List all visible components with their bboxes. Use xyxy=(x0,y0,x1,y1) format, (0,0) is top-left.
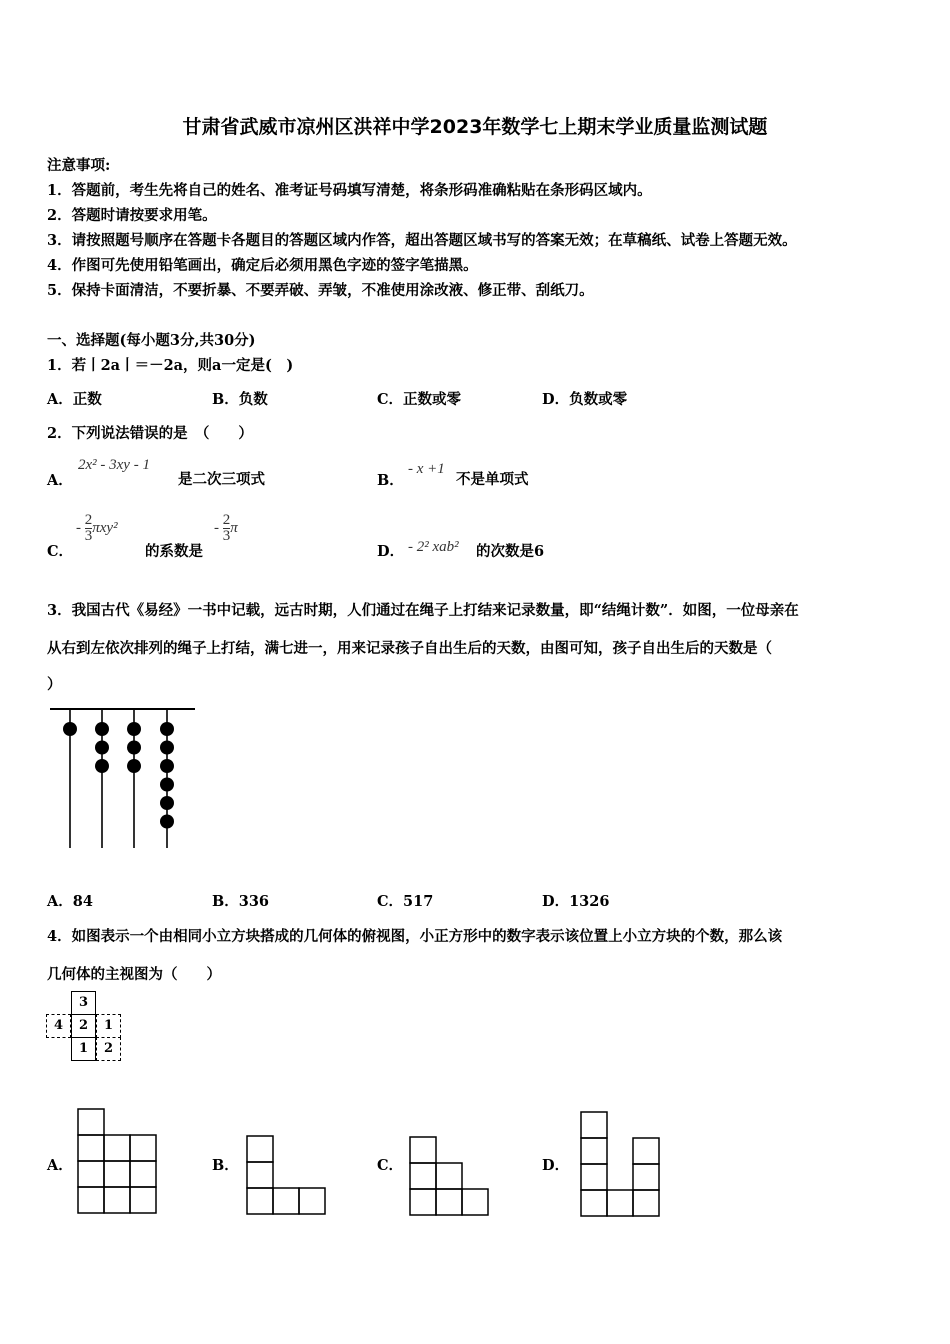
q4-option-d: D． xyxy=(542,1157,570,1174)
section-heading: 一、选择题(每小题3分,共30分) xyxy=(47,332,256,349)
cube-square xyxy=(633,1164,659,1190)
knot xyxy=(160,796,174,810)
knot xyxy=(160,815,174,829)
front-view-d xyxy=(579,1106,665,1218)
cube-square xyxy=(78,1135,104,1161)
cube-square xyxy=(410,1163,436,1189)
q1-stem: 1．若丨2a丨＝－2a，则a一定是( ) xyxy=(47,357,294,374)
fraction: $\frac{2}{3}$ xyxy=(84,512,93,544)
cube-square xyxy=(410,1189,436,1215)
notice-item: 4．作图可先使用铅笔画出，确定后必须用黑色字迹的签字笔描黑。 xyxy=(47,257,478,274)
knot xyxy=(95,741,109,755)
q3-option-c: C．517 xyxy=(377,893,434,910)
knot xyxy=(160,722,174,736)
knot xyxy=(63,722,77,736)
q4-option-a: A． xyxy=(47,1157,73,1174)
fraction: $\frac{2}{3}$ xyxy=(222,512,231,544)
cube-square xyxy=(436,1189,462,1215)
knot xyxy=(160,778,174,792)
knot xyxy=(127,759,141,773)
q3-line-3: ） xyxy=(47,676,62,693)
notice-item: 1．答题前，考生先将自己的姓名、准考证号码填写清楚，将条形码准确粘贴在条形码区域内。 xyxy=(47,182,652,199)
q4-line-1: 4．如图表示一个由相同小立方块搭成的几何体的俯视图，小正方形中的数字表示该位置上小立方块的个数，那么该 xyxy=(47,928,783,945)
top-view-cell: 4 xyxy=(46,1014,71,1038)
q2-option-c-text: 的系数是 xyxy=(145,543,203,560)
knot-diagram xyxy=(45,700,205,855)
q2-option-a-text: 是二次三项式 xyxy=(178,471,265,488)
q2-option-c-answer: - $\frac{2}{3}$ π xyxy=(214,512,238,544)
front-view-b xyxy=(245,1104,331,1216)
q4-line-2: 几何体的主视图为（ ） xyxy=(47,966,221,983)
cube-square xyxy=(581,1164,607,1190)
notice-item: 2．答题时请按要求用笔。 xyxy=(47,207,217,224)
cube-square xyxy=(299,1188,325,1214)
q2-option-c-expr: - $\frac{2}{3}$ πxy² xyxy=(76,512,118,544)
front-view-a xyxy=(76,1100,162,1215)
q1-option-d: D．负数或零 xyxy=(542,391,628,408)
q1-option-c: C．正数或零 xyxy=(377,391,462,408)
cube-square xyxy=(462,1189,488,1215)
cube-square xyxy=(607,1190,633,1216)
top-view-cell: 2 xyxy=(96,1037,121,1061)
front-view-c xyxy=(408,1105,494,1217)
knot xyxy=(127,722,141,736)
cube-square xyxy=(633,1138,659,1164)
cube-square xyxy=(633,1190,659,1216)
top-view-cell: 3 xyxy=(71,991,96,1015)
cube-square xyxy=(581,1112,607,1138)
q4-option-c: C． xyxy=(377,1157,404,1174)
cube-square xyxy=(436,1163,462,1189)
q2-option-b-expr: - x +1 xyxy=(408,461,445,477)
cube-square xyxy=(130,1187,156,1213)
knot xyxy=(160,759,174,773)
cube-square xyxy=(273,1188,299,1214)
knot xyxy=(127,741,141,755)
notice-heading: 注意事项: xyxy=(47,157,111,174)
q3-option-b: B．336 xyxy=(212,893,270,910)
cube-square xyxy=(247,1162,273,1188)
q3-option-d: D．1326 xyxy=(542,893,610,910)
q1-option-a: A．正数 xyxy=(47,391,102,408)
top-view-cell: 2 xyxy=(71,1014,96,1038)
cube-square xyxy=(104,1187,130,1213)
q3-line-2: 从右到左依次排列的绳子上打结，满七进一，用来记录孩子自出生后的天数，由图可知，孩子自出生后的天数是（ xyxy=(47,640,772,657)
cube-square xyxy=(410,1137,436,1163)
cube-square xyxy=(104,1161,130,1187)
cube-square xyxy=(130,1161,156,1187)
q1-option-b: B．负数 xyxy=(212,391,268,408)
q3-option-a: A．84 xyxy=(47,893,93,910)
q2-option-d-text: 的次数是6 xyxy=(476,543,545,560)
cube-square xyxy=(247,1188,273,1214)
q4-option-b: B． xyxy=(212,1157,239,1174)
q2-option-c-label: C． xyxy=(47,543,74,560)
page-title: 甘肃省武威市凉州区洪祥中学2023年数学七上期末学业质量监测试题 xyxy=(182,116,768,138)
cube-square xyxy=(104,1135,130,1161)
knot xyxy=(160,741,174,755)
cube-square xyxy=(581,1138,607,1164)
q2-option-d-expr: - 2² xab² xyxy=(408,539,459,555)
q2-option-a-label: A． xyxy=(47,472,73,489)
q2-option-d-label: D． xyxy=(377,543,405,560)
q2-stem: 2．下列说法错误的是 （ ） xyxy=(47,425,253,442)
cube-square xyxy=(581,1190,607,1216)
top-view-cell: 1 xyxy=(71,1037,96,1061)
notice-item: 5．保持卡面清洁，不要折暴、不要弄破、弄皱，不准使用涂改液、修正带、刮纸刀。 xyxy=(47,282,594,299)
q2-option-a-expr: 2x² - 3xy - 1 xyxy=(78,457,150,473)
knot xyxy=(95,722,109,736)
cube-square xyxy=(78,1109,104,1135)
knot xyxy=(95,759,109,773)
q3-line-1: 3．我国古代《易经》一书中记载，远古时期，人们通过在绳子上打结来记录数量，即“结绳计数”．如图，一位母亲在 xyxy=(47,602,799,619)
notice-item: 3．请按照题号顺序在答题卡各题目的答题区域内作答，超出答题区域书写的答案无效；在草稿纸、试卷上答题无效。 xyxy=(47,232,797,249)
cube-square xyxy=(78,1187,104,1213)
cube-square xyxy=(130,1135,156,1161)
q2-option-b-label: B． xyxy=(377,472,404,489)
cube-square xyxy=(78,1161,104,1187)
top-view-cell: 1 xyxy=(96,1014,121,1038)
q2-option-b-text: 不是单项式 xyxy=(456,471,529,488)
cube-square xyxy=(247,1136,273,1162)
